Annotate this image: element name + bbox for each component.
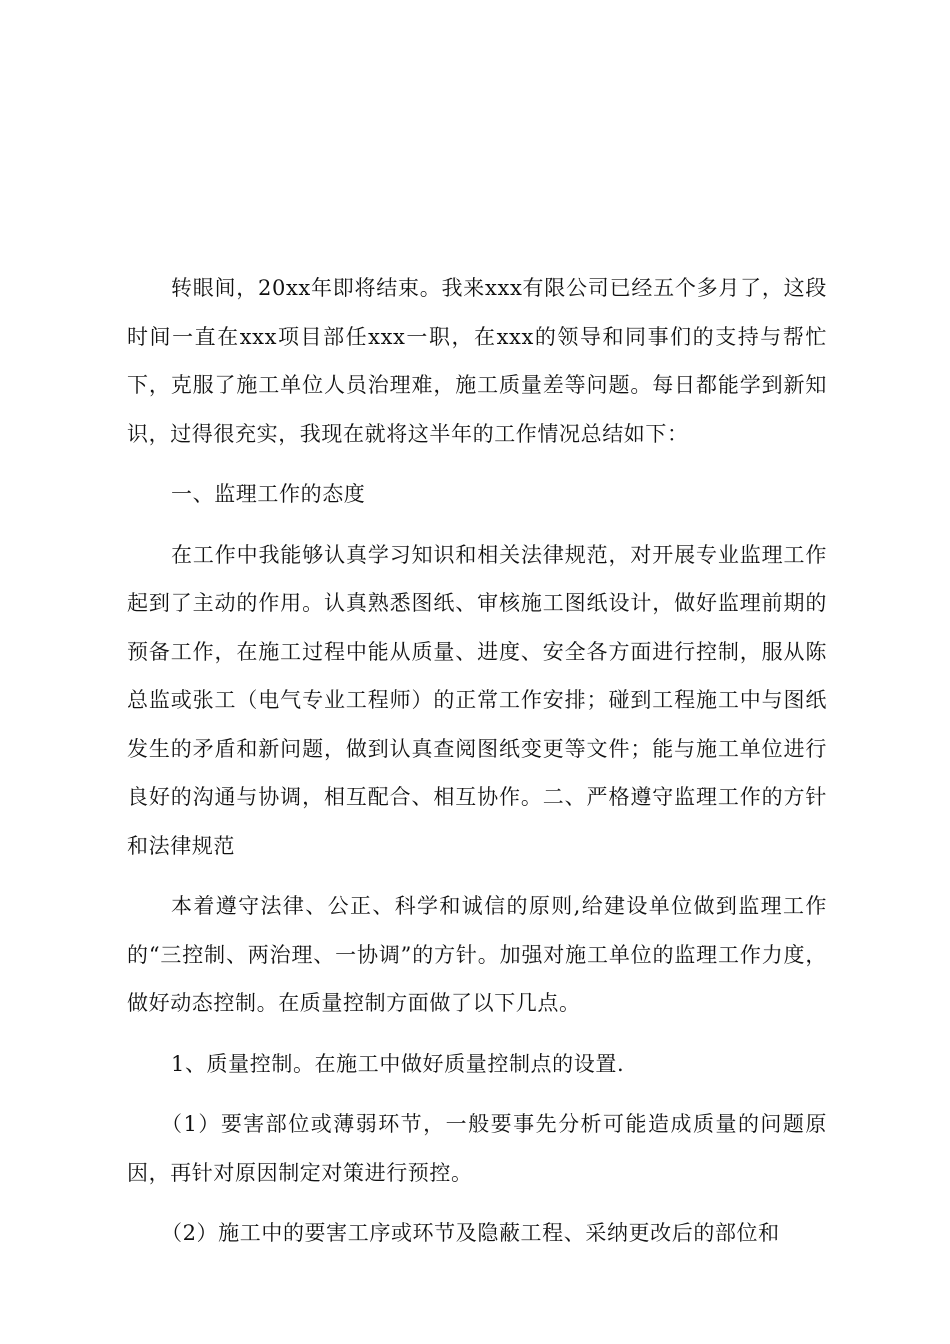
section-heading-attitude: 一、监理工作的态度 (171, 482, 366, 506)
document-body (127, 264, 827, 1270)
attitude-paragraph: 在工作中我能够认真学习知识和相关法律规范，对开展专业监理工作起到了主动的作用。认真熟悉图纸、审核施工图纸设计，做好监理前期的预备工作，在施工过程中能从质量、进度、安全各方面进行控制，服从陈总监或张工（电气专业工程师）的正常工作安排；碰到工程施工中与图纸发生的矛盾和新问题，做到认真查阅图纸变更等文件；能与施工单位进行良好的沟通与协调，相互配合、相互协作。二、严格遵守监理工作的方针和法律规范 (127, 542, 827, 858)
intro-paragraph: 转眼间，20xx年即将结束。我来xxx有限公司已经五个多月了，这段时间一直在xxx项目部任xxx一职，在xxx的领导和同事们的支持与帮忙下，克服了施工单位人员治理难，施工质量差等问题。每日都能学到新知识，过得很充实，我现在就将这半年的工作情况总结如下： (127, 276, 827, 446)
list-item-2: （2）施工中的要害工序或环节及隐蔽工程、采纳更改后的部位和 (161, 1221, 780, 1245)
list-item-1: （1）要害部位或薄弱环节，一般要事先分析可能造成质量的问题原因，再针对原因制定对策进行预控。 (127, 1112, 827, 1185)
principles-paragraph: 本着遵守法律、公正、科学和诚信的原则,给建设单位做到监理工作的“三控制、两治理、一协调”的方针。加强对施工单位的监理工作力度，做好动态控制。在质量控制方面做了以下几点。 (127, 894, 827, 1015)
quality-control-heading: 1、质量控制。在施工中做好质量控制点的设置. (171, 1051, 625, 1076)
